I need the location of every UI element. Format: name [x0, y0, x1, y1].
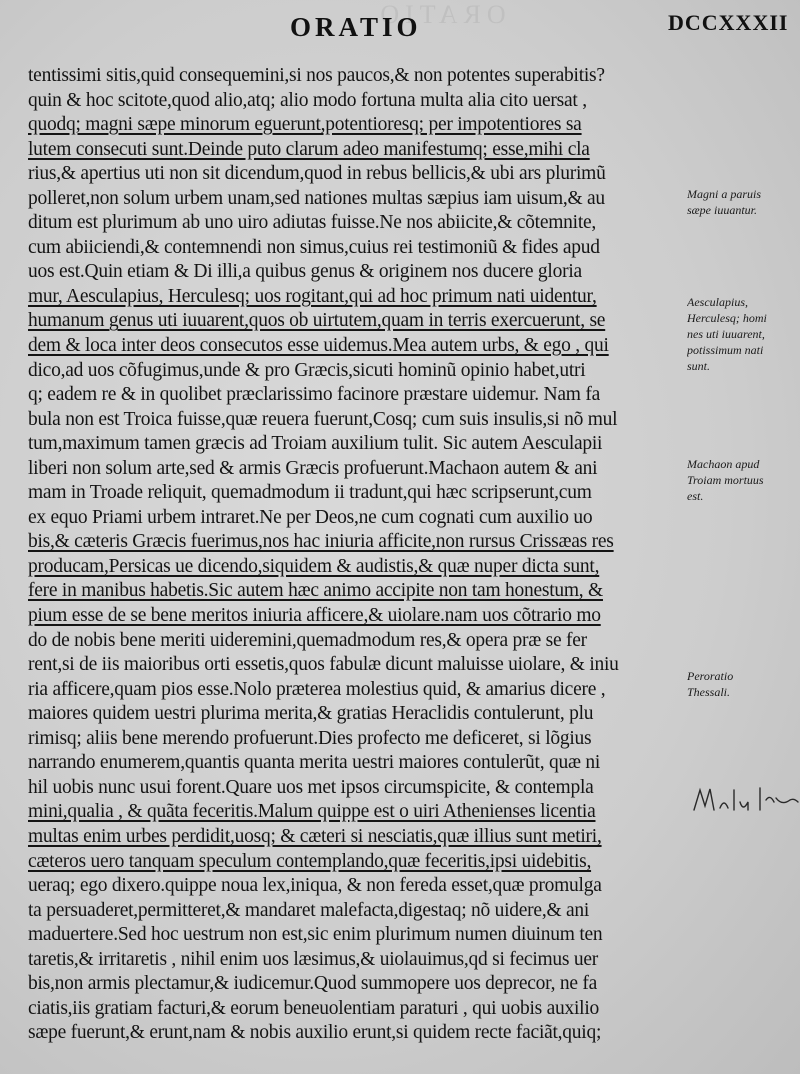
text-line: multas enim urbes perdidit,uosq; & cæteri si nesciatis,quæ illius sunt metiri, — [28, 825, 602, 847]
margin-note-line: Peroratio — [687, 669, 734, 683]
text-line: cæteros uero tanquam speculum contemplando,quæ feceritis,ipsi uidebitis, — [28, 850, 592, 872]
text-line: maduertere.Sed hoc uestrum non est,sic enim plurimum numen diuinum ten — [28, 924, 603, 946]
text-line: polleret,non solum urbem unam,sed nationes multas sæpius iam uisum,& au — [28, 187, 605, 209]
text-line: ria afficere,quam pios esse.Nolo præterea molestius quid, & amarius dicere , — [28, 678, 606, 700]
text-line: lutem consecuti sunt.Deinde puto clarum adeo manifestumq; esse,mihi cla — [28, 138, 590, 160]
text-line: mini,qualia , & quãta feceritis.Malum quippe est o uiri Athenienses licentia — [28, 801, 596, 823]
margin-note-line: nes uti iuuarent, — [687, 327, 765, 341]
text-line: rimisq; aliis bene merendo profuerunt.Dies profecto me deficeret, si lõgius — [28, 727, 592, 749]
text-line: dem & loca inter deos consecutos esse uidemus.Mea autem urbs, & ego , qui — [28, 335, 609, 357]
text-line: ditum est plurimum ab uno uiro adiutas fuisse.Ne nos abiicite,& cõtemnite, — [28, 212, 597, 234]
text-line: uos est.Quin etiam & Di illi,a quibus genus & originem nos ducere gloria — [28, 261, 582, 283]
text-line: tum,maximum tamen græcis ad Troiam auxilium tulit. Sic autem Aesculapii — [28, 433, 603, 455]
text-line: quin & hoc scitote,quod alio,atq; alio modo fortuna multa alia cito uersat , — [28, 89, 587, 111]
margin-note-4 — [687, 668, 799, 700]
text-line: do de nobis bene meriti uideremini,quemadmodum res,& opera præ se fer — [28, 629, 587, 651]
text-line: taretis,& irritaretis , nihil enim uos læsimus,& uiolauimus,qd si fecimus uer — [28, 948, 599, 970]
text-line: tentissimi sitis,quid consequemini,si nos paucos,& non potentes superabitis? — [28, 65, 605, 86]
text-line: ta persuaderet,permitteret,& mandaret malefacta,digestaq; nõ uidere,& ani — [28, 899, 590, 921]
handwritten-annotation — [690, 780, 800, 820]
margin-note-line: Thessali. — [687, 685, 731, 699]
text-line: dico,ad uos cõfugimus,unde & pro Græcis,sicuti hominũ opinio habet,utri — [28, 359, 586, 381]
text-line: ex equo Priami urbem intraret.Ne per Deos,ne cum cognati cum auxilio uo — [28, 506, 593, 528]
text-line: maiores quidem uestri plurima merita,& gratias Heraclidis contulerunt, plu — [28, 703, 594, 725]
text-line: humanum genus uti iuuarent,quos ob uirtutem,quam in terris exercuerunt, se — [28, 310, 606, 332]
text-line: rent,si de iis maioribus orti essetis,quos fabulæ dicunt maluisse uiolare, & iniu — [28, 654, 619, 676]
text-line: bula non est Troica fuisse,quæ reuera fuerunt,Cosq; cum suis insulis,si nõ mul — [28, 408, 618, 430]
text-line: quodq; magni sæpe minorum eguerunt,potentioresq; per impotentiores sa — [28, 114, 582, 136]
text-line: bis,& cæteris Græcis fuerimus,nos hac iniuria afficite,non rursus Crissæas res — [28, 531, 614, 553]
margin-note-line: potissimum nati — [687, 343, 764, 357]
show-through-text: ORATIO — [374, 0, 506, 29]
margin-note-line: sunt. — [687, 359, 711, 373]
text-line: narrando enumerem,quantis quanta merita uestri maiores contulerũt, quæ ni — [28, 752, 600, 774]
text-line: liberi non solum arte,sed & armis Græcis profuerunt.Machaon autem & ani — [28, 457, 598, 479]
text-line: mur, Aesculapius, Herculesq; uos rogitant,qui ad hoc primum nati uidentur, — [28, 285, 597, 307]
margin-note-line: sæpe iuuantur. — [687, 203, 758, 217]
margin-note-2 — [687, 294, 799, 374]
text-line: cum abiiciendi,& contemnendi non simus,cuius rei testimoniũ & fides apud — [28, 236, 600, 258]
margin-note-line: Machaon apud — [687, 457, 760, 471]
margin-note-line: Magni a paruis — [687, 187, 762, 201]
text-line: mam in Troade reliquit, quemadmodum ii tradunt,qui hæc scripserunt,cum — [28, 482, 592, 504]
margin-note-3 — [687, 456, 799, 504]
text-line: q; eadem re & in quolibet præclarissimo facinore præstare uidemur. Nam fa — [28, 384, 600, 406]
body-text — [28, 64, 680, 1046]
text-line: bis,non armis plectamur,& iudicemur.Quod summopere uos deprecor, ne fa — [28, 973, 598, 995]
margin-note-line: est. — [687, 489, 704, 503]
running-head: ORATIO — [290, 12, 422, 42]
margin-note-line: Herculesq; homi — [687, 311, 767, 325]
text-line: ueraq; ego dixero.quippe noua lex,iniqua, & non fereda esset,quæ promulga — [28, 875, 602, 897]
text-line: ciatis,iis gratiam facturi,& eorum beneuolentiam paraturi , qui uobis auxilio — [28, 997, 600, 1019]
text-line: sæpe fuerunt,& erunt,nam & nobis auxilio erunt,si quidem recte faciãt,quiq; — [28, 1022, 602, 1044]
folio-number: DCCXXXII — [668, 10, 789, 35]
text-line: fere in manibus habetis.Sic autem hæc animo accipite non tam honestum, & — [28, 580, 603, 602]
text-line: rius,& apertius uti non sit dicendum,quod in rebus bellicis,& ubi ars plurimũ — [28, 163, 606, 185]
margin-note-1 — [687, 186, 799, 218]
margin-note-line: Aesculapius, — [687, 295, 748, 309]
text-line: pium esse de se bene meritos iniuria afficere,& uiolare.nam uos cõtrario mo — [28, 605, 601, 627]
text-line: producam,Persicas ue dicendo,siquidem & audistis,& quæ nuper dicta sunt, — [28, 555, 600, 577]
margin-note-line: Troiam mortuus — [687, 473, 764, 487]
text-line: hil uobis nunc usui forent.Quare uos met ipsos circumspicite, & contempla — [28, 776, 594, 798]
